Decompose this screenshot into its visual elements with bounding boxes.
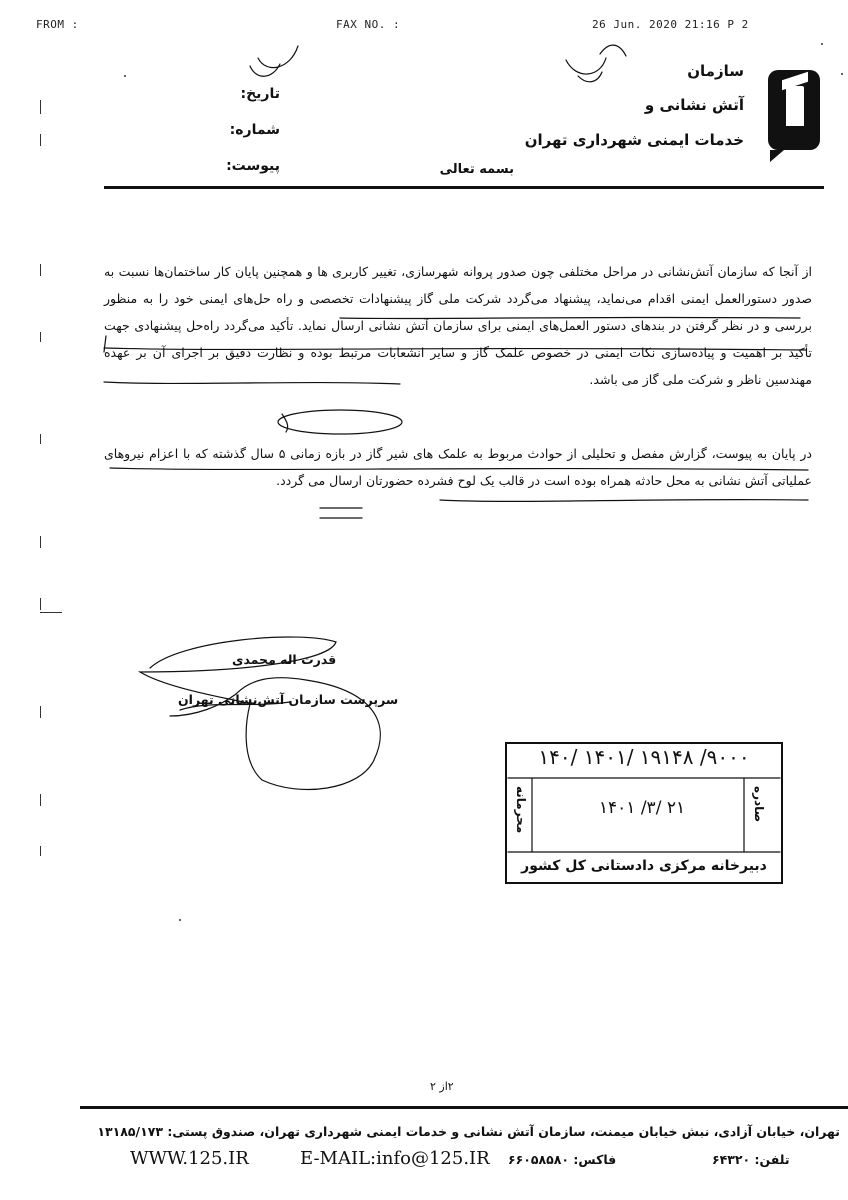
footer-tel: تلفن: ۶۴۳۲۰ — [712, 1152, 790, 1167]
stamp-footer: دبیرخانه مرکزی دادستانی کل کشور — [521, 858, 767, 874]
stamp-number: ۱۴۰/ ۱۴۰۱/ ۱۹۱۴۸ /۹۰۰۰ — [538, 745, 750, 769]
fax-datetime-page: 26 Jun. 2020 21:16 P 2 — [592, 18, 749, 31]
fax-from: FROM : — [36, 18, 79, 31]
org-logo — [768, 70, 820, 150]
attachment-label: پیوست: — [226, 158, 280, 174]
page-number: ۲از ۲ — [430, 1080, 454, 1093]
footer-website: WWW.125.IR — [130, 1148, 249, 1169]
stamp-side-right: صادره — [752, 786, 766, 823]
org-name-line3: خدمات ایمنی شهرداری تهران — [524, 131, 744, 149]
stamp-date: ۱۴۰۱ /۳/ ۲۱ — [598, 798, 686, 818]
signatory-name: قدرت اله محمدی — [232, 652, 337, 667]
body-paragraph-1: از آنجا که سازمان آتش‌نشانی در مراحل مختلفی چون صدور پروانه شهرسازی، تغییر کاربری ها و همچنین پایان کار ساختمان‌ها نسبت به صدور دستورالعمل ایمنی اقدام می‌نماید، پیشنهاد می‌گردد شرکت ملی گاز پیشنهادات تخصصی و راه حل‌های ایمنی خود را به منظور بررسی و در نظر گرفتن در بندهای دستور العمل‌های ایمنی برای سازمان آتش نشانی ارسال نماید. تأکید می‌گردد راه‌حل پیشنهادی جهت تأکید بر اهمیت و پیاده‌سازی نکات ایمنی در خصوص علمک گاز و سایر انشعابات مرتبط بوده و نظارت دقیق بر اجرای آن بر عهده مهندسین ناظر و شرکت ملی گاز می باشد. — [104, 264, 812, 387]
footer-fax: فاکس: ۶۶۰۵۸۵۸۰ — [508, 1152, 617, 1167]
footer-divider — [80, 1106, 848, 1109]
invocation: بسمه تعالی — [439, 162, 514, 177]
org-name-line2: آتش نشانی و — [644, 96, 744, 114]
underline-mark — [440, 500, 808, 502]
org-name-line1: سازمان — [687, 62, 744, 80]
circled-word-mark — [278, 410, 402, 434]
date-label: تاریخ: — [240, 86, 280, 102]
fax-number-label: FAX NO. : — [336, 18, 401, 31]
footer-address: تهران، خیابان آزادی، نبش خیابان میمنت، سازمان آتش نشانی و خدمات ایمنی شهرداری تهران، صندوق پستی: ۱۳۱۸۵/۱۷۳ — [97, 1124, 840, 1139]
number-label: شماره: — [229, 122, 280, 138]
org-logo-tail — [770, 150, 784, 162]
signatory-title: سرپرست سازمان آتش‌نشانی تهران — [178, 692, 399, 707]
footer-email: E-MAIL:info@125.IR — [300, 1148, 490, 1169]
header-divider — [104, 186, 824, 189]
body-paragraph-2: در پایان به پیوست، گزارش مفصل و تحلیلی از حوادث مربوط به علمک های شیر گاز در بازه زمانی ۵ سال گذشته که با اعزام نیروهای عملیاتی آتش نشانی به محل حادثه همراه بوده است در قالب یک لوح فشرده حضورتان ارسال می گردد. — [104, 446, 812, 488]
stamp-side-left: محرمانه — [514, 786, 528, 834]
